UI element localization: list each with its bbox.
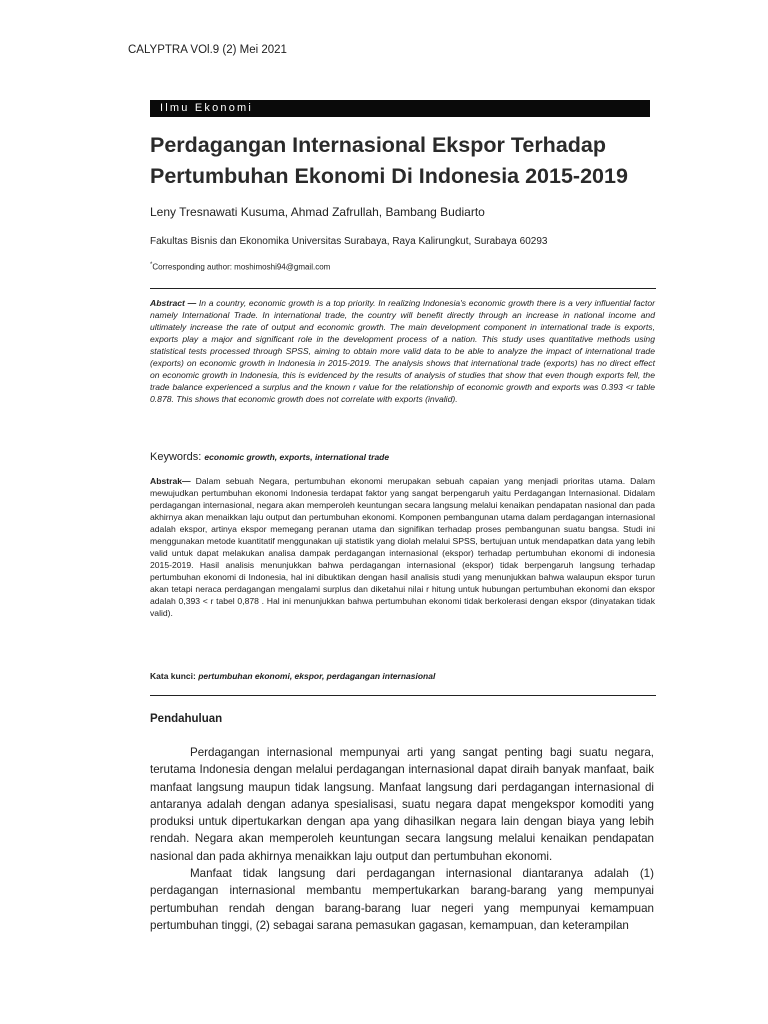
keywords-english [150,451,389,463]
corresponding-author [150,262,330,272]
keywords-en-label: Keywords: [150,451,202,463]
top-divider [150,288,656,289]
abstract-english [150,297,655,405]
corresponding-marker: * [150,262,153,268]
abstract-id-text: Dalam sebuah Negara, pertumbuhan ekonomi merupakan sebuah capaian yang menjadi prioritas utama. Dalam mewujudkan pertumbuhan ekonomi Indonesia terdapat faktor yang sangat berpengaruh yaitu Perdagangan Internasional. Didalam perdagangan internasional, negara akan memperoleh keuntungan secara langsung melalui kenaikan pendapatan nasional dan pada akhirnya akan menaikkan laju output dan pertumbuhan ekonomi. Komponen pembangunan utama dalam perdagangan internasional adalah ekspor, artinya ekspor memegang peranan utama dan signifikan terhadap proses pembangunan suatu bangsa. Studi ini menggunakan metode kuantitatif menggunakan uji statistik yang diolah melalui SPSS, bertujuan untuk mendapatkan data yang lebih valid untuk dapat melakukan analisa dampak perdagangan internasional (ekspor) terhadap pertumbuhan ekonomi di indonesia 2015-2019. Hasil analisis menunjukkan bahwa perdagangan internasional (ekspor) tidak berpengaruh langsung terhadap pertumbuhan ekonomi di Indonesia, hal ini dibuktikan dengan hasil analisis studi yang menunjukkan bahwa walaupun ekspor turun akan tetapi neraca perdagangan mengalami surplus dan diketahui nilai r hitung untuk hubungan pertumbuhan ekonomi dan ekspor adalah 0,393 < r tabel 0,878 . Hal ini menunjukkan bahwa pertumbuhan ekonomi tidak berkolerasi dengan ekspor (dinyatakan tidak valid). [150,476,655,618]
abstract-en-text: In a country, economic growth is a top priority. In realizing Indonesia's economic growth there is a very influential factor namely International Trade. In international trade, the country will benefit directly through an increase in national income and ultimately increase the rate of output and economic growth. The main development component in international trade is exports, exports play a major and significant role in the development process of a nation. This study uses quantitative methods using statistical tests processed through SPSS, aiming to obtain more valid data to be able to analyze the impact of international trade (exports) on economic growth in Indonesia in 2015-2019. The analysis shows that international trade (exports) has no direct effect on economic growth in Indonesia, this is evidenced by the results of analysis of studies that show that even though exports fell, the trade balance experienced a surplus and the known r value for the relationship of economic growth and exports was 0.393 <r table 0.878. This shows that economic growth does not correlate with exports (invalid). [150,298,655,404]
keywords-indonesian [150,671,435,681]
abstract-id-label: Abstrak— [150,476,191,486]
section-heading: Pendahuluan [150,713,223,725]
keywords-id-label: Kata kunci: [150,671,196,681]
section-label-bar: Ilmu Ekonomi [150,100,650,117]
keywords-id-value: pertumbuhan ekonomi, ekspor, perdagangan internasional [198,671,436,681]
journal-header: CALYPTRA VOl.9 (2) Mei 2021 [128,44,287,56]
paragraph: Manfaat tidak langsung dari perdagangan internasional diantaranya adalah (1) perdagangan internasional membantu mempertukarkan barang-barang yang mempunyai pertumbuhan rendah dengan barang-barang luar negeri yang mempunyai kemampuan pertumbuhan tinggi, (2) sebagai sarana pemasukan gagasan, kemampuan, dan keterampilan [150,867,654,932]
affiliation: Fakultas Bisnis dan Ekonomika Universitas Surabaya, Raya Kalirungkut, Surabaya 60293 [150,236,548,247]
author-list: Leny Tresnawati Kusuma, Ahmad Zafrullah, Bambang Budiarto [150,205,485,219]
abstract-divider [150,695,656,696]
paragraph: Perdagangan internasional mempunyai arti yang sangat penting bagi suatu negara, terutama Indonesia dengan melalui perdagangan internasional dapat diraih banyak manfaat, baik manfaat langsung maupun tidak langsung. Manfaat langsung dari perdagangan internasional di antaranya adalah dengan adanya spesialisasi, suatu negara dapat mengekspor komoditi yang produksi untuk dipertukarkan dengan apa yang dihasilkan negara lain dengan biaya yang lebih rendah. Negara akan memperoleh keuntungan secara langsung melalui kenaikan pendapatan nasional dan pada akhirnya menaikkan laju output dan pertumbuhan ekonomi. [150,746,654,863]
corresponding-text: Corresponding author: moshimoshi94@gmail.com [152,262,331,272]
keywords-en-value: economic growth, exports, international trade [204,452,390,462]
paper-title: Perdagangan Internasional Ekspor Terhadap Pertumbuhan Ekonomi Di Indonesia 2015-2019 [150,133,628,188]
abstract-en-label: Abstract — [150,298,197,308]
body-text [150,744,654,934]
abstract-indonesian [150,475,655,619]
